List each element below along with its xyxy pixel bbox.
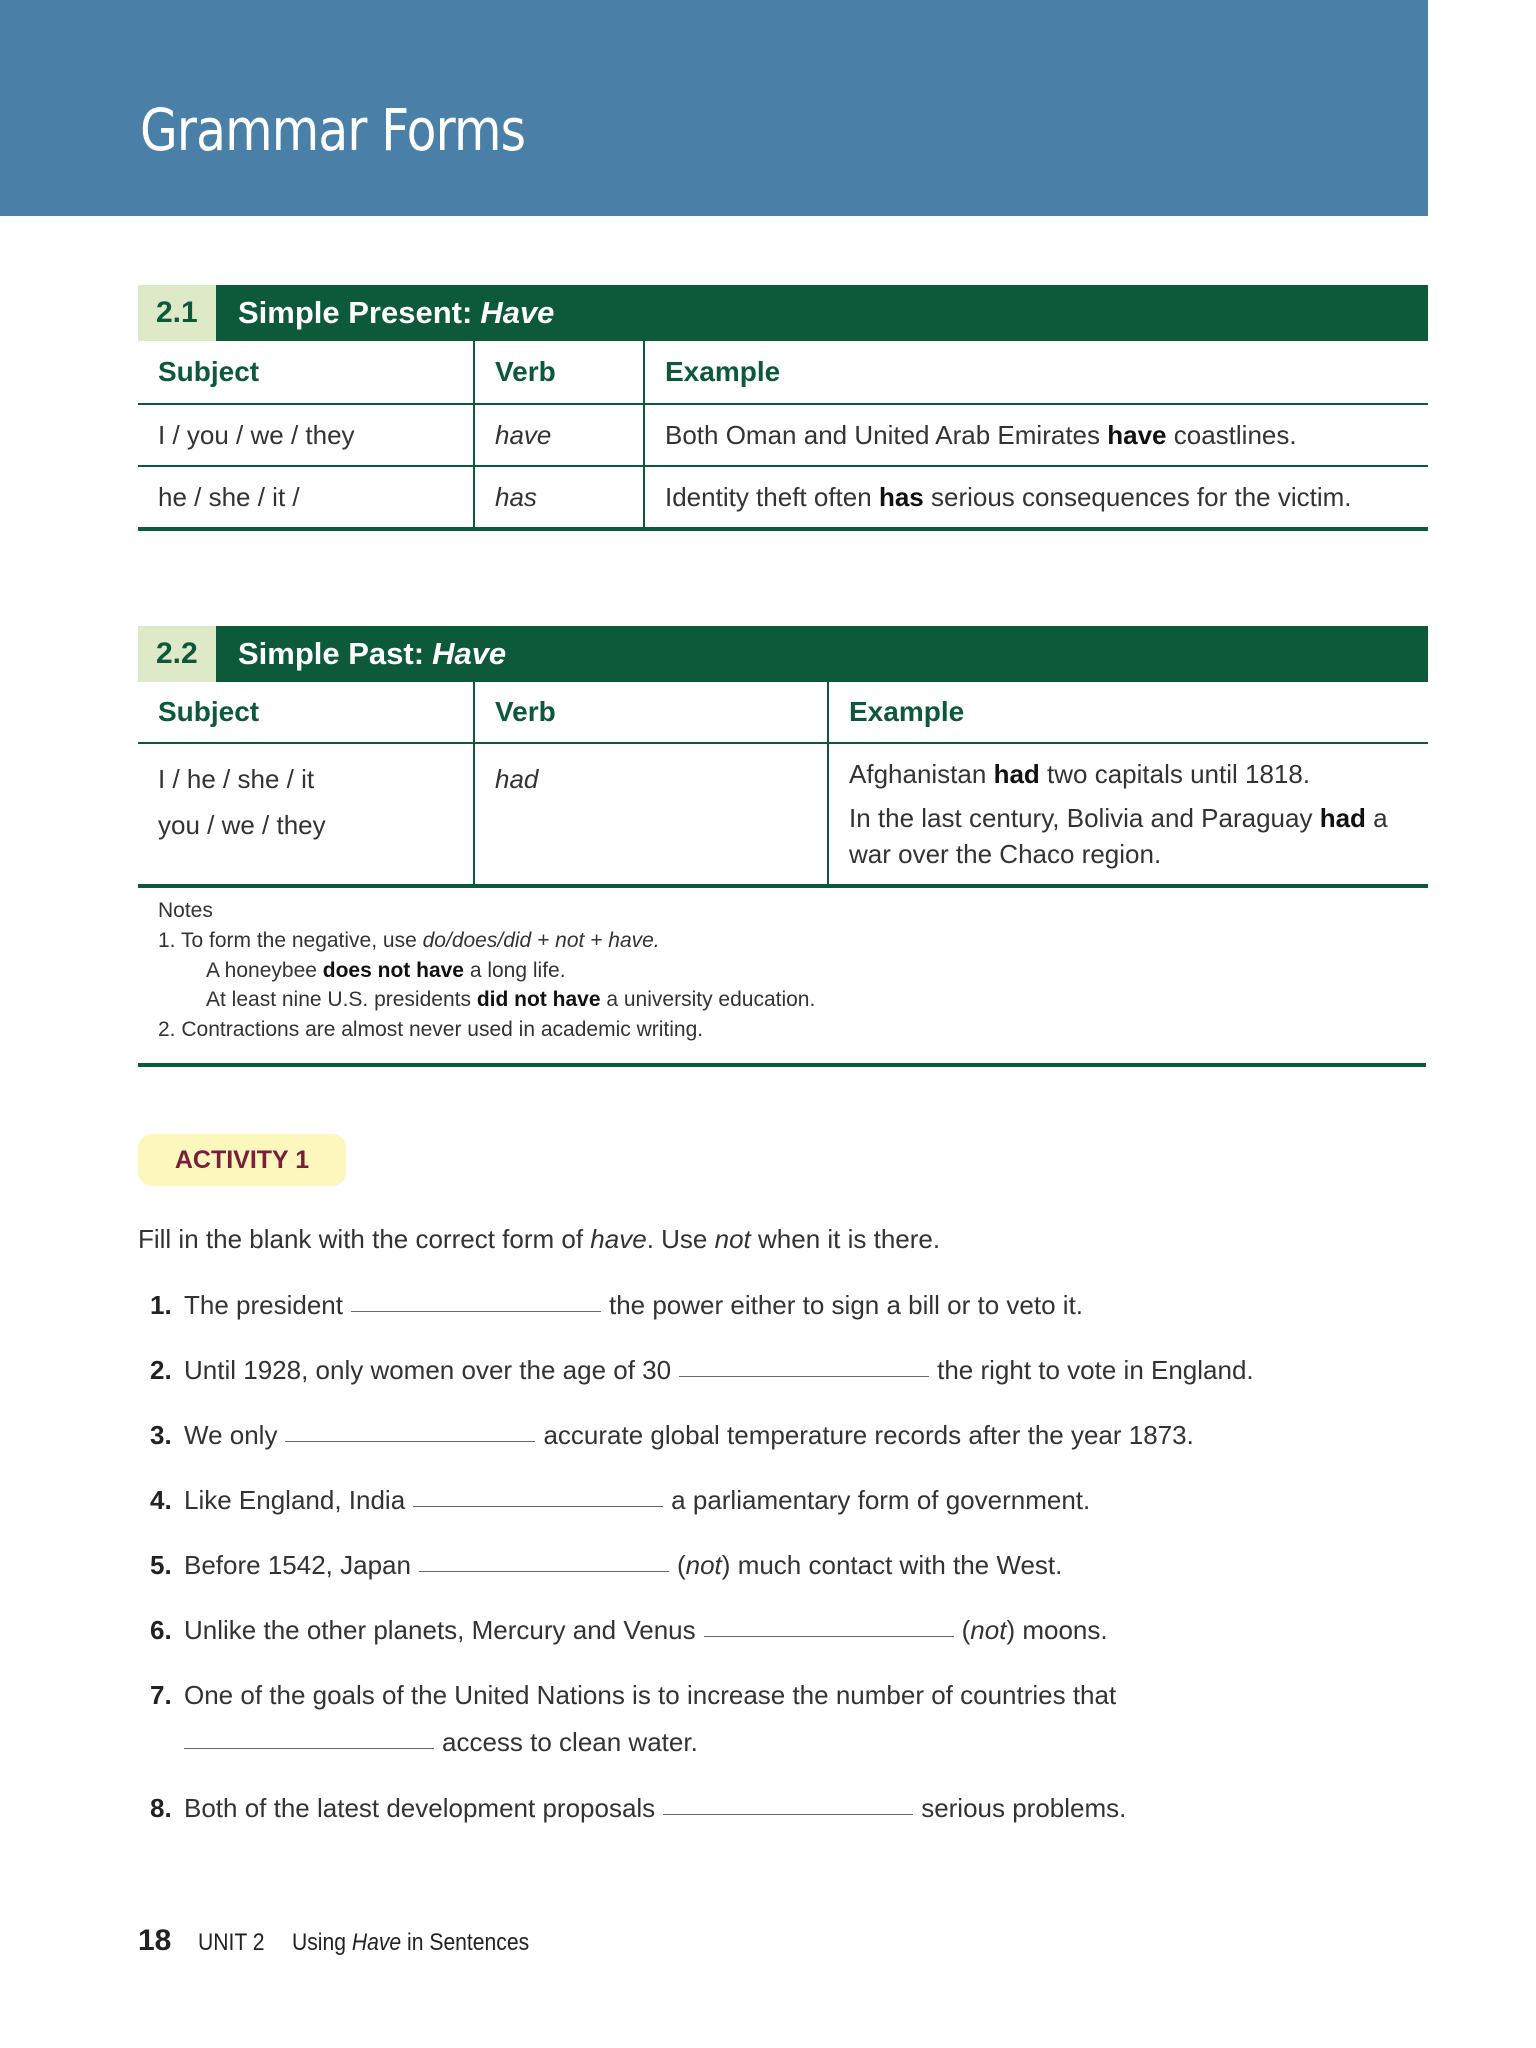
subtitle-text: Using	[291, 1929, 346, 1956]
activity-label: ACTIVITY 1	[138, 1134, 346, 1186]
exercise-item-continued	[184, 1727, 698, 1758]
notes-section	[158, 896, 1408, 1045]
item-text: Until 1928, only women over the age of 30	[184, 1355, 672, 1385]
note-2: 2. Contractions are almost never used in academic writing.	[158, 1018, 704, 1042]
exercise-item: 6. Unlike the other planets, Mercury and Venus (not) moons.	[150, 1615, 1108, 1645]
subject-cell: he / she / it /	[138, 466, 474, 529]
verb-cell: have	[474, 404, 644, 466]
table-header-row	[138, 341, 1428, 404]
unit-subtitle	[292, 1929, 529, 1957]
item-text: Before 1542, Japan	[184, 1550, 411, 1580]
example-line	[849, 756, 1408, 792]
item-text: Both of the latest development proposals	[184, 1793, 656, 1823]
note-text: 1. To form the negative, use	[158, 928, 417, 952]
note-bold: did not have	[476, 988, 601, 1012]
item-number: 8.	[150, 1793, 172, 1823]
example-bold: has	[878, 481, 924, 512]
note-text: At least nine U.S. presidents	[206, 988, 471, 1012]
item-number: 2.	[150, 1355, 172, 1385]
item-hint: not	[685, 1550, 722, 1580]
exercise-item	[150, 1420, 1194, 1451]
instr-italic: have	[590, 1224, 647, 1254]
example-text: coastlines.	[1173, 419, 1297, 450]
unit-label: UNIT 2	[197, 1929, 265, 1956]
box-title-prefix: Simple Present:	[238, 295, 473, 330]
example-text: Afghanistan	[849, 759, 987, 789]
example-cell	[828, 743, 1428, 886]
subject-line: I / he / she / it	[158, 764, 315, 794]
box-title	[216, 285, 554, 341]
page-title: Grammar Forms	[140, 96, 526, 164]
item-number: 4.	[150, 1485, 172, 1515]
box-number: 2.2	[138, 626, 216, 682]
table-row	[138, 404, 1428, 466]
exercise-item	[150, 1485, 1090, 1516]
instr-text: Fill in the blank with the correct form of	[138, 1224, 584, 1254]
box-number: 2.1	[138, 285, 216, 341]
box-title-verb: Have	[432, 636, 507, 671]
item-text: Unlike the other planets, Mercury and Venus	[184, 1615, 696, 1645]
table-row	[138, 466, 1428, 529]
notes-divider	[138, 1063, 1426, 1067]
note-example	[158, 956, 1408, 986]
item-number: 1.	[150, 1290, 172, 1320]
example-text: serious consequences for the victim.	[930, 481, 1352, 512]
item-text: much contact with the West.	[737, 1550, 1063, 1580]
subject-cell: I / you / we / they	[138, 404, 474, 466]
item-text: We only	[184, 1420, 278, 1450]
grammar-box-2-2	[138, 626, 1428, 888]
grammar-table	[138, 682, 1428, 888]
exercise-item	[150, 1680, 1116, 1711]
item-text: Like England, India	[184, 1485, 406, 1515]
table-header-row	[138, 682, 1428, 743]
column-header-verb: Verb	[474, 341, 644, 404]
example-bold: had	[993, 759, 1040, 789]
item-text: moons.	[1022, 1615, 1108, 1645]
example-text: two capitals until 1818.	[1047, 759, 1311, 789]
subtitle-italic: Have	[351, 1929, 402, 1956]
answer-blank[interactable]	[679, 1376, 929, 1377]
item-text: serious problems.	[921, 1793, 1127, 1823]
box-title-prefix: Simple Past:	[238, 636, 425, 671]
example-text: a war over the Chaco region.	[849, 803, 1388, 869]
column-header-subject: Subject	[138, 341, 474, 404]
item-text: The president	[184, 1290, 343, 1320]
example-text: Identity theft often	[665, 481, 872, 512]
item-text: access to clean water.	[442, 1727, 698, 1757]
exercise-item	[150, 1290, 1083, 1321]
subtitle-text: in Sentences	[406, 1929, 530, 1956]
example-bold: had	[1319, 803, 1366, 833]
box-title	[216, 626, 506, 682]
example-text: In the last century, Bolivia and Paraguay	[849, 803, 1313, 833]
answer-blank[interactable]	[663, 1814, 913, 1815]
answer-blank[interactable]	[351, 1311, 601, 1312]
verb-cell: has	[474, 466, 644, 529]
item-text: accurate global temperature records after the year 1873.	[543, 1420, 1194, 1450]
note-text: a university education.	[606, 988, 816, 1012]
note-example	[158, 985, 1408, 1015]
example-line	[849, 800, 1408, 872]
grammar-box-2-1	[138, 285, 1428, 531]
grammar-table	[138, 341, 1428, 531]
answer-blank[interactable]	[413, 1506, 663, 1507]
answer-blank[interactable]	[285, 1441, 535, 1442]
item-number: 7.	[150, 1680, 172, 1710]
column-header-verb: Verb	[474, 682, 828, 743]
note-formula: do/does/did + not + have.	[422, 928, 660, 952]
example-bold: have	[1107, 419, 1167, 450]
example-text: Both Oman and United Arab Emirates	[665, 419, 1101, 450]
box-title-verb: Have	[480, 295, 555, 330]
answer-blank[interactable]	[419, 1571, 669, 1572]
exercise-item	[150, 1793, 1126, 1824]
instr-text: . Use	[646, 1224, 708, 1254]
note-bold: does not have	[322, 958, 464, 982]
note-text: a long life.	[469, 958, 566, 982]
item-hint: not	[970, 1615, 1007, 1645]
item-text: a parliamentary form of government.	[671, 1485, 1091, 1515]
page-number: 18	[138, 1924, 172, 1957]
note-text: A honeybee	[206, 958, 317, 982]
column-header-example: Example	[828, 682, 1428, 743]
box-header	[138, 285, 1428, 341]
item-number: 6.	[150, 1615, 172, 1645]
page-footer	[138, 1924, 561, 1958]
exercise-item: 5. Before 1542, Japan (not) much contact with the West.	[150, 1550, 1063, 1580]
activity-instructions	[138, 1224, 940, 1255]
item-text: the right to vote in England.	[937, 1355, 1254, 1385]
subject-cell	[138, 743, 474, 886]
example-cell	[644, 404, 1428, 466]
item-number: 5.	[150, 1550, 172, 1580]
item-text: One of the goals of the United Nations is to increase the number of countries that	[184, 1680, 1117, 1710]
column-header-example: Example	[644, 341, 1428, 404]
item-number: 3.	[150, 1420, 172, 1450]
answer-blank[interactable]	[184, 1748, 434, 1749]
instr-italic: not	[714, 1224, 751, 1254]
exercise-item	[150, 1355, 1254, 1386]
note-1	[158, 926, 1408, 956]
instr-text: when it is there.	[758, 1224, 941, 1254]
item-text: the power either to sign a bill or to veto it.	[608, 1290, 1084, 1320]
table-row	[138, 743, 1428, 886]
example-cell	[644, 466, 1428, 529]
column-header-subject: Subject	[138, 682, 474, 743]
verb-cell: had	[474, 743, 828, 886]
answer-blank[interactable]	[704, 1636, 954, 1637]
subject-line: you / we / they	[158, 810, 326, 840]
notes-heading: Notes	[158, 899, 213, 922]
box-header	[138, 626, 1428, 682]
